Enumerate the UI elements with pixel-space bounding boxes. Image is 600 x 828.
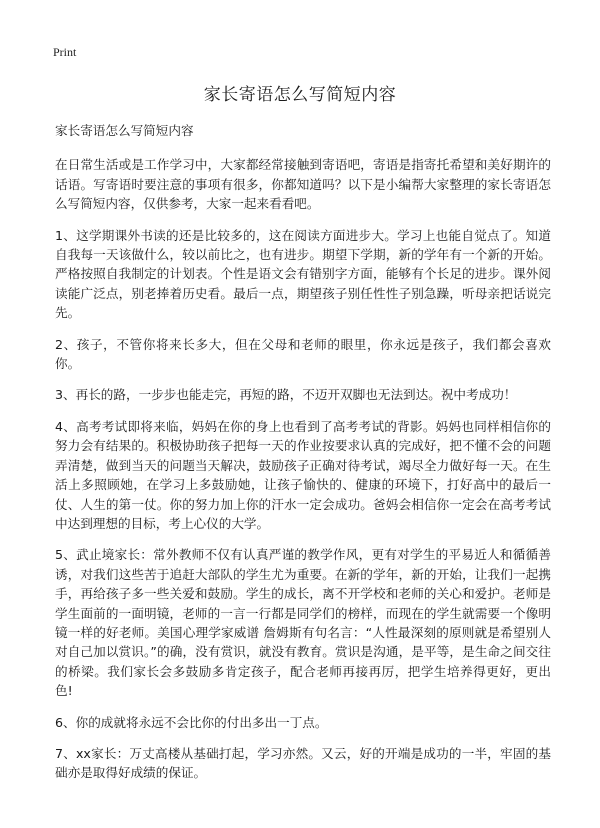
item-paragraph-4: 4、高考考试即将来临，妈妈在你的身上也看到了高考考试的背影。妈妈也同样相信你的努力会有结果的。积极协助孩子把每一天的作业按要求认真的完成好，把不懂不会的问题弄清楚，做到当天的问题当天解决，鼓励孩子正确对待考试，竭尽全力做好每一天。在生活上多照顾她，在学习上多鼓励她，让孩子愉快的、健康的环境下，打好高中的最后一仗、人生的第一仗。你的努力加上你的汗水一定会成功。爸妈会相信你一定会在高考考试中达到理想的目标，考上心仪的大学。 xyxy=(55,418,551,531)
item-paragraph-1: 1、这学期课外书读的还是比较多的，这在阅读方面进步大。学习上也能自觉点了。知道自我每一天该做什么，较以前比之，也有进步。期望下学期，新的学年有一个新的开始。严格按照自我制定的计划表。个性是语文会有错别字方面，能够有个长足的进步。课外阅读能广泛点，别老捧着历史看。最后一点，期望孩子别任性性子别急躁，听母亲把话说完先。 xyxy=(55,227,551,321)
article-subtitle: 家长寄语怎么写简短内容 xyxy=(55,123,194,138)
item-paragraph-3: 3、再长的路，一步步也能走完，再短的路，不迈开双脚也无法到达。祝中考成功！ xyxy=(55,387,517,403)
item-paragraph-5: 5、武止境家长：常外教师不仅有认真严谨的教学作风，更有对学生的平易近人和循循善诱，对我们这些苦于追赶大部队的学生尤为重要。在新的学年，新的开始，让我们一起携手，再给孩子多一些关爱和鼓励。学生的成长，离不开学校和老师的关心和爱护。老师是学生面前的一面明镜，老师的一言一行都是同学们的榜样，而现在的学生就需要一个像明镜一样的好老师。美国心理学家威谱 詹姆斯有句名言：“人性最深刻的原则就是希望别人对自己加以赏识。”的确，没有赏识，就没有教育。赏识是沟通，是平等，是生命之间交往的桥梁。我们家长会多鼓励多肯定孩子，配合老师再接再厉，把学生培养得更好，更出色! xyxy=(55,547,551,699)
item-paragraph-6: 6、你的成就将永远不会比你的付出多出一丁点。 xyxy=(55,714,328,730)
item-paragraph-2: 2、孩子，不管你将来长多大，但在父母和老师的眼里，你永远是孩子，我们都会喜欢你。 xyxy=(55,336,551,372)
item-paragraph-7: 7、xx家长：万丈高楼从基础打起，学习亦然。又云，好的开端是成功的一半，牢固的基础亦是取得好成绩的保证。 xyxy=(55,745,551,781)
article-body xyxy=(55,121,551,795)
page-title: 家长寄语怎么写简短内容 xyxy=(203,85,397,105)
print-link[interactable]: Print xyxy=(53,45,77,59)
intro-paragraph: 在日常生活或是工作学习中，大家都经常接触到寄语吧，寄语是指寄托希望和美好期许的话语。写寄语时要注意的事项有很多，你都知道吗？以下是小编帮大家整理的家长寄语怎么写简短内容，仅供参考，大家一起来看看吧。 xyxy=(55,157,551,212)
